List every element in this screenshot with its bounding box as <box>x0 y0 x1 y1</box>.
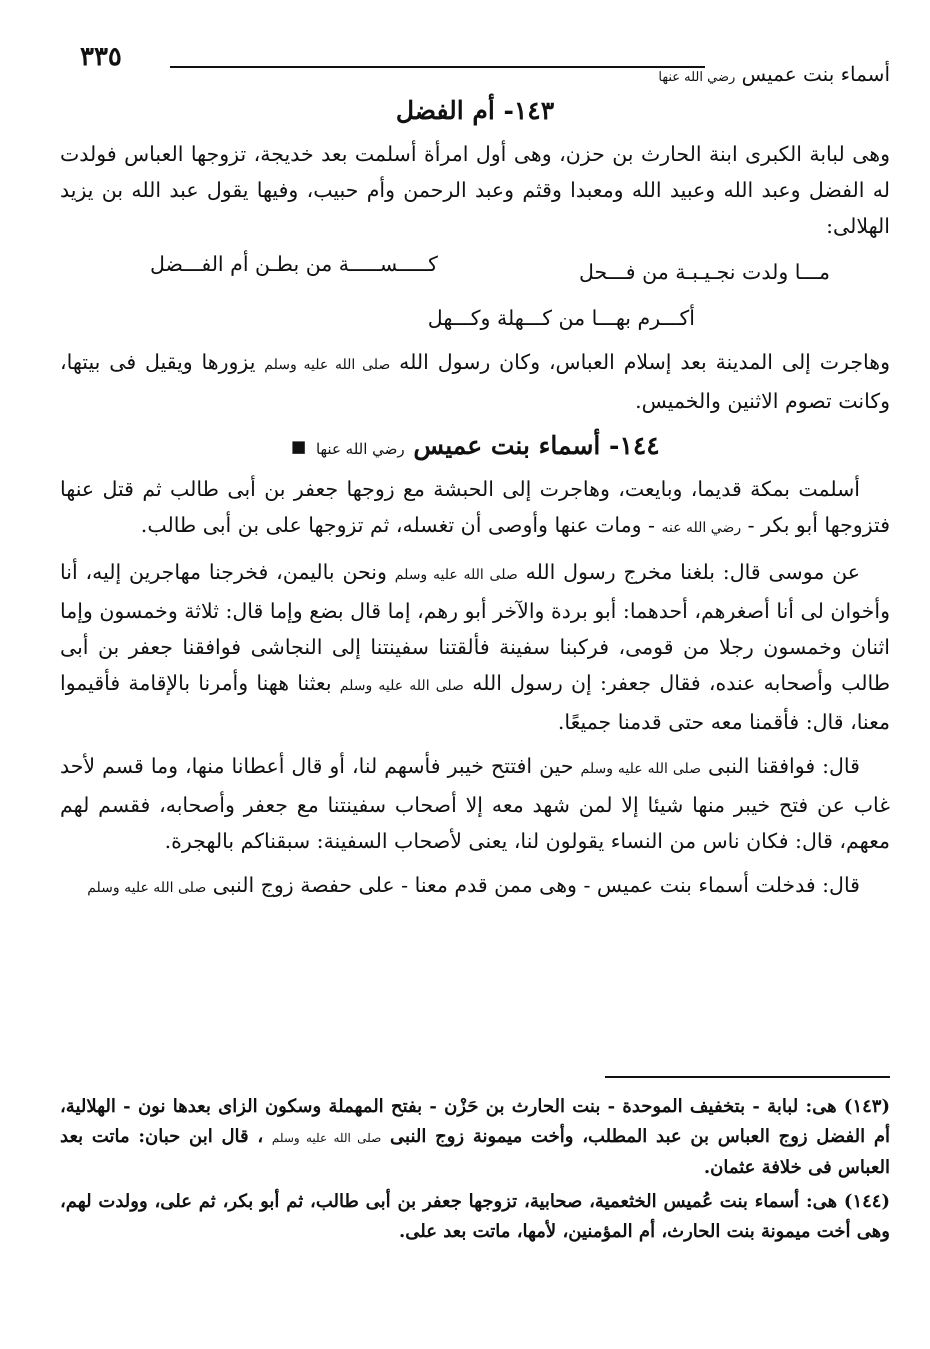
page-number: ٣٣٥ <box>80 42 122 72</box>
paragraph <box>60 748 890 859</box>
honorific-ligature: صلى الله عليه وسلم <box>580 761 702 777</box>
text-run: (١٤٣) هى: لبابة - بتخفيف الموحدة - بنت الحارث بن حَزْن - بفتح المهملة وسكون الزاى بعدها نون - الهلالية، أم الفضل زوج العباس بن عبد المطلب، وأخت ميمونة زوج النبى <box>60 1096 890 1147</box>
running-title-text: أسماء بنت عميس <box>741 62 890 86</box>
header-rule <box>170 66 705 68</box>
text-run: يزورها ويقيل فى بيتها، وكانت تصوم الاثنين والخميس. <box>60 350 890 413</box>
text-run: حين افتتح خيبر فأسهم لنا، أو قال أعطانا منها، وما قسم لأحد غاب عن فتح خيبر منها شيئا إلا لمن شهد معه إلا أصحاب سفينتنا مع جعفر وأصحابه، فقسم لهم معهم، قال: فكان ناس من النساء يقولون لنا، يعنى لأصحاب السفينة: سبقناكم بالهجرة. <box>60 754 890 853</box>
honorific-ligature: صلى الله عليه وسلم <box>339 678 464 694</box>
section-title-143: ١٤٣- أم الفضل <box>395 96 555 125</box>
footnote-block <box>60 1076 890 1247</box>
title-end-mark: ▪ <box>290 431 308 460</box>
honorific-ligature: رضي الله عنها <box>315 440 405 458</box>
text-run: ، قال ابن حبان: ماتت بعد العباس فى خلافة عثمان. <box>60 1126 890 1178</box>
paragraph <box>60 471 890 546</box>
paragraph <box>60 867 890 906</box>
running-header <box>60 36 890 86</box>
poem-line <box>60 252 890 298</box>
text-run: قال: فوافقنا النبى <box>708 754 860 778</box>
poem-hemistich: أكـــرم بهـــا من كـــهلة وكـــهل <box>427 306 695 330</box>
honorific-ligature: صلى الله عليه وسلم <box>264 357 391 373</box>
section-title-text: ١٤٤- أسماء بنت عميس <box>413 431 660 460</box>
paragraph <box>60 344 890 419</box>
text-run: قال: فدخلت أسماء بنت عميس - وهى ممن قدم معنا - على حفصة زوج النبى <box>212 873 860 897</box>
honorific-ligature: رضي الله عنها <box>658 70 736 85</box>
honorific-ligature: رضي الله عنه <box>661 520 742 536</box>
book-page <box>60 36 890 914</box>
honorific-ligature: صلى الله عليه وسلم <box>87 880 207 896</box>
footnote-144: (١٤٤) هى: أسماء بنت عُميس الخثعمية، صحابية، تزوجها جعفر بن أبى طالب، ثم أبو بكر، ثم على، وولدت لهم، وهى أخت ميمونة بنت الحارث، أم المؤمنين، لأمها، ماتت بعد على. <box>60 1191 890 1242</box>
footnote-143 <box>60 1092 890 1183</box>
text-run: ونحن باليمن، فخرجنا مهاجرين إليه، أنا وأخوان لى أنا أصغرهم، أحدهما: أبو بردة والآخر أبو رهم، إما قال بضع وإما قال: ثلاثة وخمسون وإما اثنان وخمسون رجلا من قومى، فركبنا سفينة فألقتنا سفينتنا إلى النجاشى فوافقنا جعفر بن أبى طالب وأصحابه عنده، فقال جعفر: إن رسول الله <box>60 560 891 695</box>
paragraph: وهى لبابة الكبرى ابنة الحارث بن حزن، وهى أول امرأة أسلمت بعد خديجة، تزوجها العباس فولدت له الفضل وعبد الله وعبيد الله ومعبدا وقثم وعبد الرحمن وأم حبيب، وفيها يقول عبد الله بن يزيد الهلالى: <box>60 142 890 238</box>
text-run: بعثنا ههنا وأمرنا بالإقامة فأقيموا معنا، قال: فأقمنا معه حتى قدمنا جميعًا. <box>60 671 890 734</box>
text-run: أسلمت بمكة قديما، وبايعت، وهاجرت إلى الحبشة مع زوجها جعفر بن أبى طالب ثم قتل عنها فتزوجها أبو بكر - <box>60 477 890 537</box>
poem-hemistich: كـــــســـــة من بطـن أم الفـــضل <box>150 252 438 276</box>
honorific-ligature: صلى الله عليه وسلم <box>394 567 518 583</box>
footnotes <box>60 1076 890 1251</box>
honorific-ligature: صلى الله عليه وسلم <box>271 1131 382 1145</box>
paragraph <box>60 554 890 740</box>
text-run: - ومات عنها وأوصى أن تغسله، ثم تزوجها على بن أبى طالب. <box>140 513 655 537</box>
section-title-144 <box>60 427 890 465</box>
text-run: عن موسى قال: بلغنا مخرج رسول الله <box>525 560 860 584</box>
footnote-rule <box>605 1076 890 1078</box>
poem-line <box>60 298 890 344</box>
text-run: وهاجرت إلى المدينة بعد إسلام العباس، وكان رسول الله <box>399 350 890 374</box>
poem-hemistich: مـــا ولدت نجـيـبـة من فـــحل <box>579 260 830 284</box>
